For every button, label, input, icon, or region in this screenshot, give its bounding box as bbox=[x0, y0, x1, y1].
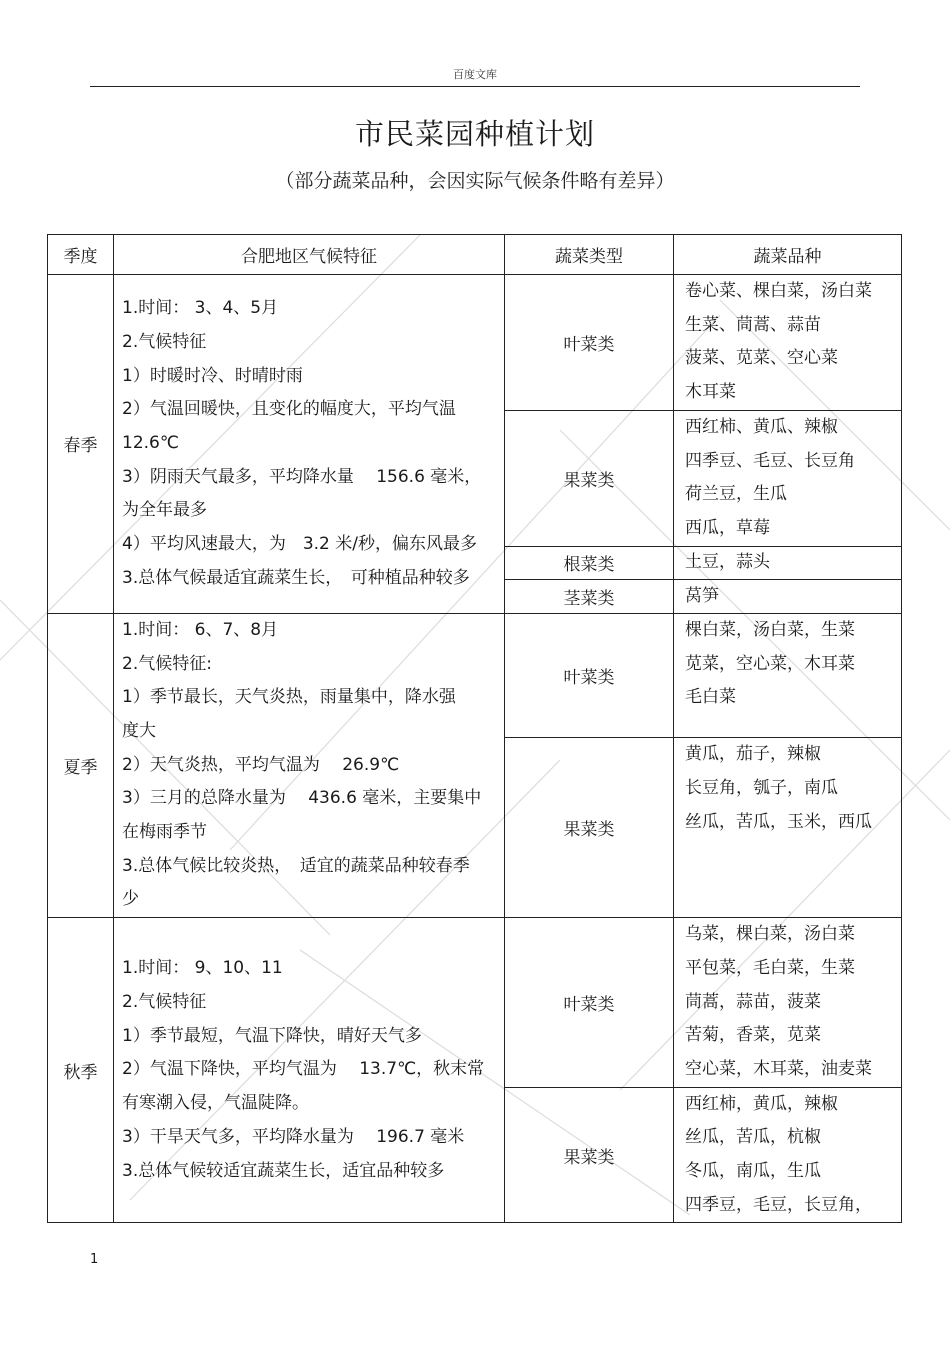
climate-line: 为全年最多 bbox=[122, 500, 207, 521]
planting-plan-table bbox=[47, 234, 902, 1223]
climate-line: 3.总体气候较适宜蔬菜生长，适宜品种较多 bbox=[122, 1160, 445, 1181]
climate-line: 1）季节最短，气温下降快，晴好天气多 bbox=[122, 1025, 422, 1046]
variety-line: 乌菜，棵白菜，汤白菜 bbox=[685, 924, 855, 945]
variety-line: 毛白菜 bbox=[685, 687, 736, 708]
climate-line: 2.气候特征: bbox=[122, 653, 212, 674]
climate-line: 3.总体气候比较炎热， 适宜的蔬菜品种较春季 bbox=[122, 855, 470, 876]
veg-type-cell: 果菜类 bbox=[505, 1087, 674, 1223]
climate-line: 有寒潮入侵，气温陡降。 bbox=[122, 1093, 309, 1114]
season-cell: 春季 bbox=[48, 275, 114, 614]
season-cell: 秋季 bbox=[48, 918, 114, 1223]
variety-line: 土豆，蒜头 bbox=[685, 552, 770, 573]
veg-type-cell: 茎菜类 bbox=[505, 579, 674, 613]
table-row bbox=[48, 613, 902, 737]
climate-line: 2）气温回暖快，且变化的幅度大，平均气温 bbox=[122, 399, 456, 420]
variety-line: 卷心菜、棵白菜，汤白菜 bbox=[685, 281, 872, 301]
veg-type-cell: 果菜类 bbox=[505, 410, 674, 546]
climate-line: 2）气温下降快，平均气温为 13.7℃，秋末常 bbox=[122, 1059, 485, 1080]
varieties-cell bbox=[674, 275, 902, 411]
veg-type-cell: 叶菜类 bbox=[505, 275, 674, 411]
variety-line: 长豆角，瓠子，南瓜 bbox=[685, 777, 838, 798]
header-veg-type: 蔬菜类型 bbox=[505, 235, 674, 275]
climate-line: 1）时暖时冷、时晴时雨 bbox=[122, 365, 303, 386]
variety-line: 生菜、茼蒿、蒜苗 bbox=[685, 314, 821, 335]
climate-line: 度大 bbox=[122, 720, 156, 741]
variety-line: 黄瓜，茄子，辣椒 bbox=[685, 744, 821, 765]
header-veg-varieties: 蔬菜品种 bbox=[674, 235, 902, 275]
variety-line: 莴笋 bbox=[685, 585, 719, 606]
climate-line: 1.时间： 3、4、5月 bbox=[122, 298, 279, 319]
climate-line: 12.6℃ bbox=[122, 433, 179, 454]
variety-line: 冬瓜，南瓜，生瓜 bbox=[685, 1161, 821, 1182]
climate-line: 4）平均风速最大，为 3.2 米/秒，偏东风最多 bbox=[122, 534, 477, 555]
veg-type-cell: 叶菜类 bbox=[505, 918, 674, 1088]
veg-type-cell: 果菜类 bbox=[505, 738, 674, 918]
veg-type-cell: 根菜类 bbox=[505, 546, 674, 579]
variety-line: 平包菜，毛白菜，生菜 bbox=[685, 957, 855, 978]
climate-line: 3）干旱天气多，平均降水量为 196.7 毫米 bbox=[122, 1126, 465, 1147]
climate-line: 2）天气炎热，平均气温为 26.9℃ bbox=[122, 754, 400, 775]
variety-line: 空心菜，木耳菜，油麦菜 bbox=[685, 1058, 872, 1079]
climate-line: 1.时间： 6、7、8月 bbox=[122, 619, 279, 640]
document-title: 市民菜园种植计划 bbox=[354, 117, 595, 151]
climate-line: 3.总体气候最适宜蔬菜生长， 可种植品种较多 bbox=[122, 567, 470, 588]
varieties-cell bbox=[674, 613, 902, 737]
climate-line: 2.气候特征 bbox=[122, 992, 207, 1013]
varieties-cell bbox=[674, 546, 902, 579]
climate-cell bbox=[114, 613, 505, 917]
variety-line: 茼蒿，蒜苗，菠菜 bbox=[685, 991, 821, 1012]
varieties-cell bbox=[674, 918, 902, 1088]
table-row bbox=[48, 918, 902, 1088]
climate-line: 3）阴雨天气最多，平均降水量 156.6 毫米， bbox=[122, 466, 482, 487]
table-header-row bbox=[48, 235, 902, 275]
header-divider bbox=[90, 86, 860, 87]
varieties-cell bbox=[674, 410, 902, 546]
document-subtitle: （部分蔬菜品种，会因实际气候条件略有差异） bbox=[275, 170, 675, 192]
varieties-cell bbox=[674, 579, 902, 613]
climate-line: 少 bbox=[122, 889, 139, 910]
variety-line: 苋菜，空心菜，木耳菜 bbox=[685, 653, 855, 674]
variety-line: 西瓜，草莓 bbox=[685, 518, 770, 539]
climate-line: 2.气候特征 bbox=[122, 331, 207, 352]
climate-line: 1.时间： 9、10、11 bbox=[122, 958, 283, 979]
page-number: 1 bbox=[90, 1252, 99, 1267]
climate-line: 在梅雨季节 bbox=[122, 822, 207, 843]
climate-cell bbox=[114, 918, 505, 1223]
variety-line: 四季豆，毛豆，长豆角， bbox=[685, 1194, 872, 1215]
varieties-cell bbox=[674, 738, 902, 918]
variety-line: 西红柿，黄瓜，辣椒 bbox=[685, 1093, 838, 1114]
variety-line: 木耳菜 bbox=[685, 382, 736, 403]
table-row bbox=[48, 275, 902, 411]
climate-cell bbox=[114, 275, 505, 614]
header-season: 季度 bbox=[48, 235, 114, 275]
variety-line: 棵白菜，汤白菜，生菜 bbox=[685, 619, 855, 640]
veg-type-cell: 叶菜类 bbox=[505, 613, 674, 737]
variety-line: 四季豆、毛豆、长豆角 bbox=[685, 450, 855, 471]
variety-line: 荷兰豆，生瓜 bbox=[685, 484, 787, 505]
header-climate: 合肥地区气候特征 bbox=[114, 235, 505, 275]
variety-line: 苦菊，香菜，苋菜 bbox=[685, 1025, 821, 1046]
variety-line: 丝瓜，苦瓜，玉米，西瓜 bbox=[685, 811, 872, 832]
variety-line: 丝瓜，苦瓜，杭椒 bbox=[685, 1127, 821, 1148]
climate-line: 1）季节最长，天气炎热，雨量集中，降水强 bbox=[122, 687, 456, 708]
season-cell: 夏季 bbox=[48, 613, 114, 917]
variety-line: 菠菜、苋菜、空心菜 bbox=[685, 348, 838, 369]
climate-line: 3）三月的总降水量为 436.6 毫米，主要集中 bbox=[122, 788, 482, 809]
variety-line: 西红柿、黄瓜、辣椒 bbox=[685, 416, 838, 437]
varieties-cell bbox=[674, 1087, 902, 1223]
document-source-header: 百度文库 bbox=[453, 68, 497, 81]
